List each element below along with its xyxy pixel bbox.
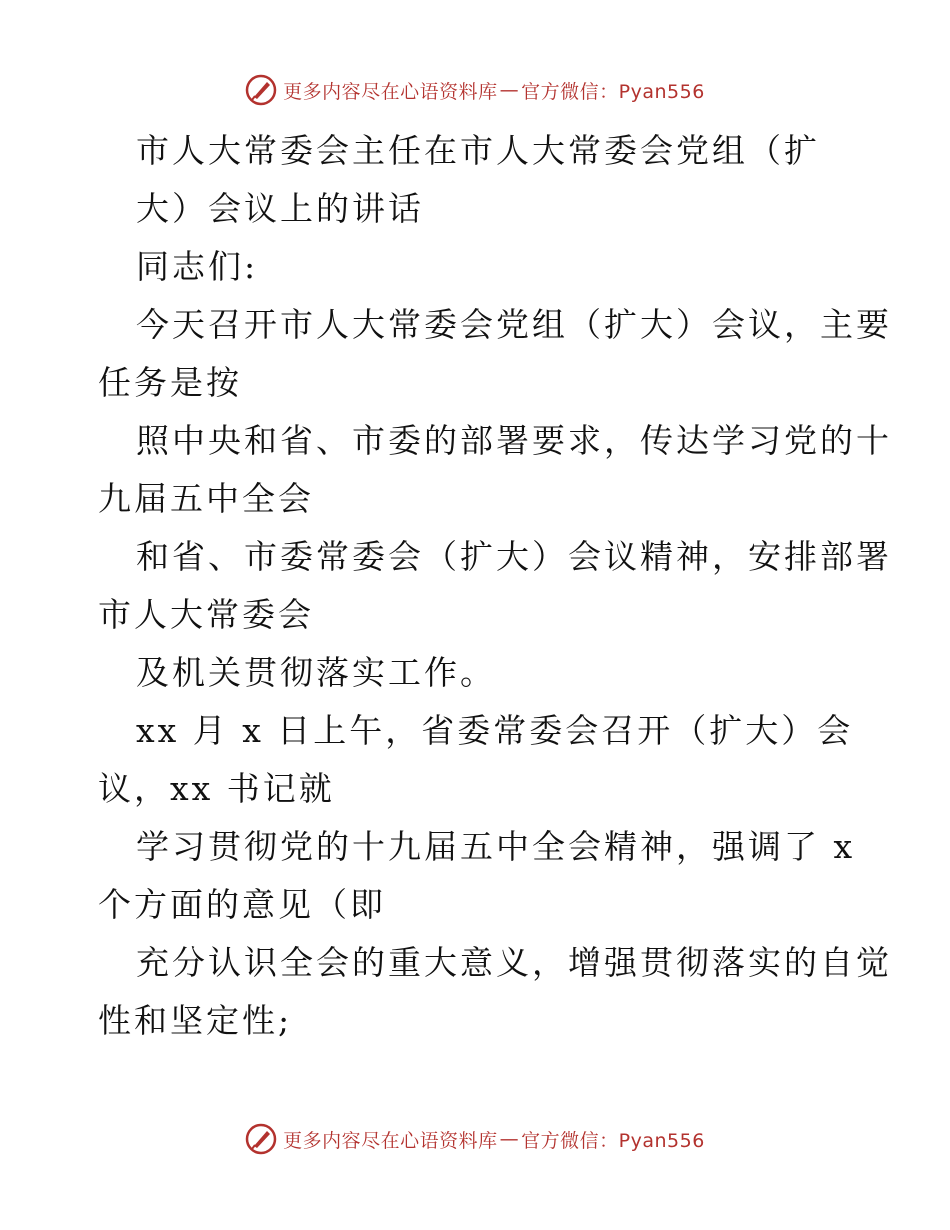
- banner-contact: 官方微信：Pyan556: [521, 80, 705, 103]
- document-body: [98, 122, 892, 1050]
- banner-contact: 官方微信：Pyan556: [521, 1129, 705, 1152]
- document-title-line-2: 大）会议上的讲话: [136, 189, 424, 228]
- quill-pen-logo-icon: [245, 1123, 277, 1155]
- paragraph-line: 市人大常委会: [98, 595, 314, 634]
- paragraph-line: 任务是按: [98, 363, 242, 402]
- paragraph-line: 和省、市委常委会（扩大）会议精神，安排部署: [136, 537, 892, 576]
- paragraph-line: xx 月 x 日上午，省委常委会召开（扩大）会: [136, 711, 854, 750]
- paragraph-line: 学习贯彻党的十九届五中全会精神，强调了 x: [136, 827, 856, 866]
- paragraph-line: 性和坚定性;: [98, 1001, 293, 1040]
- footer-banner: [0, 1121, 950, 1157]
- paragraph-line: 照中央和省、市委的部署要求，传达学习党的十: [136, 421, 892, 460]
- paragraph-line: 今天召开市人大常委会党组（扩大）会议，主要: [136, 305, 892, 344]
- banner-text: 更多内容尽在心语资料库: [283, 1129, 498, 1152]
- paragraph-line: 充分认识全会的重大意义，增强贯彻落实的自觉: [136, 943, 892, 982]
- header-banner: [0, 72, 950, 108]
- quill-pen-logo-icon: [245, 74, 277, 106]
- paragraph-line: 议，xx 书记就: [98, 769, 335, 808]
- banner-dash: —: [499, 1128, 520, 1150]
- paragraph-line: 个方面的意见（即: [98, 885, 386, 924]
- salutation: 同志们:: [136, 247, 259, 286]
- banner-text: 更多内容尽在心语资料库: [283, 80, 498, 103]
- paragraph-line: 及机关贯彻落实工作。: [136, 653, 496, 692]
- document-title-line-1: 市人大常委会主任在市人大常委会党组（扩: [136, 131, 820, 170]
- paragraph-line: 九届五中全会: [98, 479, 314, 518]
- banner-dash: —: [499, 79, 520, 101]
